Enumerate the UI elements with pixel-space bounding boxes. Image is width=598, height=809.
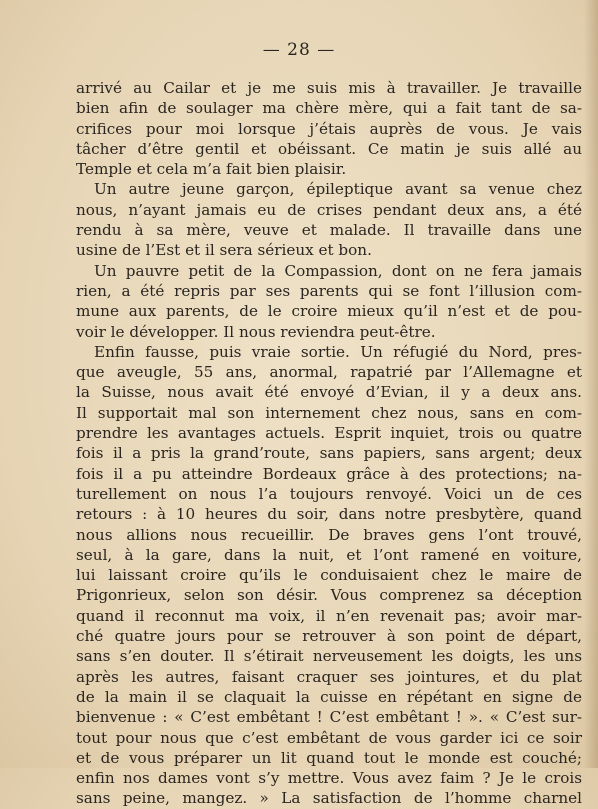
text-line: Il supportait mal son internement chez nous, sans en com- <box>76 403 582 422</box>
text-line: ché quatre jours pour se retrouver à son point de départ, <box>76 627 582 646</box>
text-line: rien, a été repris par ses parents qui se font l’illusion com- <box>76 281 582 300</box>
text-line: rendu à sa mère, veuve et malade. Il travaille dans une <box>76 221 582 240</box>
text-line: nous, n’ayant jamais eu de crises pendant deux ans, a été <box>76 200 582 219</box>
text-line: bienvenue : « C’est embêtant ! C’est embêtant ! ». « C’est sur- <box>76 708 582 727</box>
text-line: retours : à 10 heures du soir, dans notre presbytère, quand <box>76 505 582 524</box>
text-line: Prigonrieux, selon son désir. Vous comprenez sa déception <box>76 586 582 605</box>
text-line: Temple et cela m’a fait bien plaisir. <box>76 160 347 179</box>
text-line: arrivé au Cailar et je me suis mis à travailler. Je travaille <box>76 79 582 97</box>
text-line: sans s’en douter. Il s’étirait nerveusement les doigts, les uns <box>76 647 582 666</box>
page-edge-shadow <box>584 0 598 768</box>
text-line: que aveugle, 55 ans, anormal, rapatrié par l’Allemagne et <box>76 363 582 382</box>
text-line: sans peine, mangez. » La satisfaction de l’homme charnel <box>76 789 582 808</box>
text-line: Un pauvre petit de la Compassion, dont on ne fera jamais <box>94 261 582 280</box>
text-line: lui laissant croire qu’ils le conduisaient chez le maire de <box>76 566 582 585</box>
text-line: turellement on nous l’a toujours renvoyé. Voici un de ces <box>76 484 582 503</box>
text-line: quand il reconnut ma voix, il n’en revenait pas; avoir mar- <box>76 606 582 625</box>
text-line: la Suisse, nous avait été envoyé d’Evian, il y a deux ans. <box>76 383 582 402</box>
text-line: fois il a pris la grand’route, sans papiers, sans argent; deux <box>76 444 582 463</box>
text-line: enfin nos dames vont s’y mettre. Vous avez faim ? Je le crois <box>76 769 582 788</box>
text-line: usine de l’Est et il sera sérieux et bon. <box>76 241 372 260</box>
text-line: tâcher d’être gentil et obéissant. Ce matin je suis allé au <box>76 139 582 158</box>
text-line: Enfin fausse, puis vraie sortie. Un réfugié du Nord, pres- <box>94 342 582 361</box>
text-line: crifices pour moi lorsque j’étais auprès de vous. Je vais <box>76 119 582 138</box>
text-line: et de vous préparer un lit quand tout le monde est couché; <box>76 748 582 767</box>
text-line: tout pour nous que c’est embêtant de vous garder ici ce soir <box>76 728 582 747</box>
text-line: nous allions nous recueillir. De braves gens l’ont trouvé, <box>76 525 582 544</box>
text-line: voir le développer. Il nous reviendra peut-être. <box>76 322 436 341</box>
text-line: fois il a pu atteindre Bordeaux grâce à des protections; na- <box>76 464 582 483</box>
text-line: après les autres, faisant craquer ses jointures, et du plat <box>76 667 582 686</box>
body-text <box>76 78 582 809</box>
text-line: bien afin de soulager ma chère mère, qui a fait tant de sa- <box>76 99 582 118</box>
text-line: seul, à la gare, dans la nuit, et l’ont ramené en voiture, <box>76 545 582 564</box>
text-line: mune aux parents, de le croire mieux qu’il n’est et de pou- <box>76 302 582 321</box>
text-line: Un autre jeune garçon, épileptique avant sa venue chez <box>94 180 582 199</box>
page-number: — 28 — <box>262 40 336 60</box>
text-line: prendre les avantages actuels. Esprit inquiet, trois ou quatre <box>76 424 582 443</box>
text-line: de la main il se claquait la cuisse en répétant en signe de <box>76 687 582 706</box>
